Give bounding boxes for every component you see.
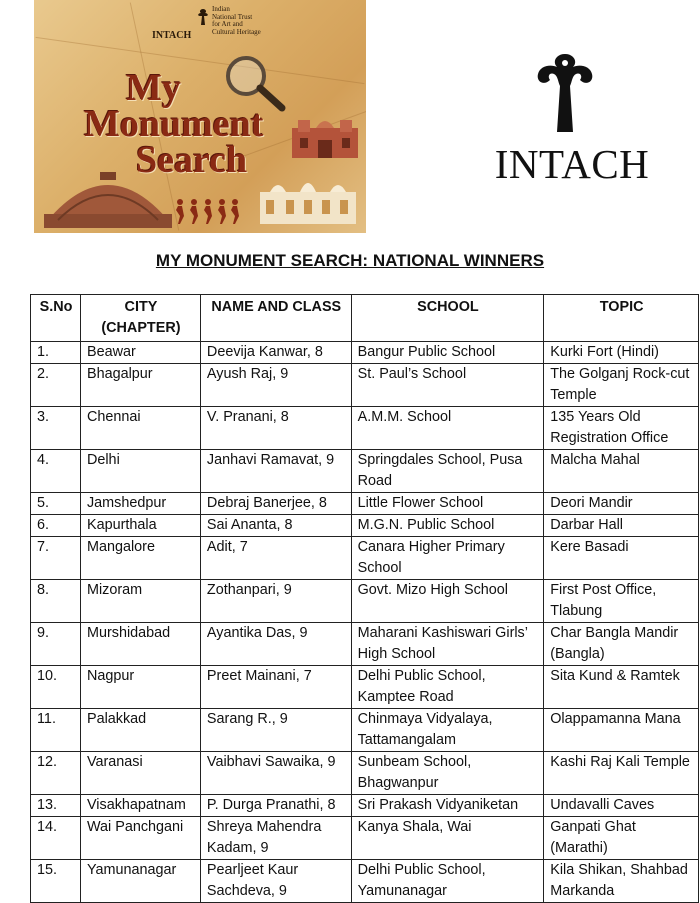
cell-topic: Sita Kund & Ramtek [544, 666, 699, 709]
table-body [31, 342, 699, 903]
cell-topic: Darbar Hall [544, 515, 699, 537]
table-row [31, 537, 699, 580]
cell-school: Chinmaya Vidyalaya, Tattamangalam [351, 709, 544, 752]
cell-sno: 6. [31, 515, 81, 537]
cell-topic: 135 Years Old Registration Office [544, 407, 699, 450]
table-row [31, 493, 699, 515]
cell-school: Delhi Public School, Kamptee Road [351, 666, 544, 709]
cell-name-class: Ayantika Das, 9 [200, 623, 351, 666]
column-header-sno: S.No [31, 295, 81, 342]
cell-topic: Kurki Fort (Hindi) [544, 342, 699, 364]
cell-sno: 14. [31, 817, 81, 860]
cell-school: Sunbeam School, Bhagwanpur [351, 752, 544, 795]
table-row [31, 709, 699, 752]
cell-school: Bangur Public School [351, 342, 544, 364]
intach-logo [494, 52, 650, 188]
cell-school: Govt. Mizo High School [351, 580, 544, 623]
cell-school: Little Flower School [351, 493, 544, 515]
poster-title-line2: Monument [84, 103, 264, 145]
table-row [31, 342, 699, 364]
cell-topic: Char Bangla Mandir (Bangla) [544, 623, 699, 666]
cell-city: Wai Panchgani [80, 817, 200, 860]
table-header-row [31, 295, 699, 342]
fort-illustration-icon [288, 110, 362, 160]
cell-name-class: V. Pranani, 8 [200, 407, 351, 450]
cell-name-class: P. Durga Pranathi, 8 [200, 795, 351, 817]
cell-city: Yamunanagar [80, 860, 200, 903]
table-row [31, 580, 699, 623]
poster-title-line1: My [126, 67, 181, 109]
cell-sno: 1. [31, 342, 81, 364]
cell-sno: 11. [31, 709, 81, 752]
table-row [31, 752, 699, 795]
cell-topic: Olappamanna Mana [544, 709, 699, 752]
cell-name-class: Zothanpari, 9 [200, 580, 351, 623]
cell-school: Delhi Public School, Yamunanagar [351, 860, 544, 903]
table-row [31, 450, 699, 493]
table-row [31, 364, 699, 407]
cell-sno: 9. [31, 623, 81, 666]
cell-topic: Kashi Raj Kali Temple [544, 752, 699, 795]
table-row [31, 860, 699, 903]
cell-sno: 12. [31, 752, 81, 795]
column-header-city: CITY (CHAPTER) [80, 295, 200, 342]
cell-city: Visakhapatnam [80, 795, 200, 817]
cell-name-class: Shreya Mahendra Kadam, 9 [200, 817, 351, 860]
cell-topic: First Post Office, Tlabung [544, 580, 699, 623]
cell-city: Nagpur [80, 666, 200, 709]
cell-name-class: Sai Ananta, 8 [200, 515, 351, 537]
cell-school: Sri Prakash Vidyaniketan [351, 795, 544, 817]
cell-city: Palakkad [80, 709, 200, 752]
column-header-topic: TOPIC [544, 295, 699, 342]
cell-topic: Undavalli Caves [544, 795, 699, 817]
intach-emblem-icon [530, 52, 600, 134]
table-row [31, 795, 699, 817]
cell-topic: Deori Mandir [544, 493, 699, 515]
cell-school: A.M.M. School [351, 407, 544, 450]
column-header-school: SCHOOL [351, 295, 544, 342]
cell-name-class: Janhavi Ramavat, 9 [200, 450, 351, 493]
cell-sno: 7. [31, 537, 81, 580]
cell-city: Varanasi [80, 752, 200, 795]
cell-sno: 3. [31, 407, 81, 450]
cell-sno: 15. [31, 860, 81, 903]
cell-topic: The Golganj Rock-cut Temple [544, 364, 699, 407]
cell-school: Springdales School, Pusa Road [351, 450, 544, 493]
intach-wordmark: INTACH [494, 141, 650, 187]
table-row [31, 817, 699, 860]
cell-name-class: Debraj Banerjee, 8 [200, 493, 351, 515]
cell-school: St. Paul’s School [351, 364, 544, 407]
winners-table [30, 294, 699, 903]
table-row [31, 407, 699, 450]
cell-school: Kanya Shala, Wai [351, 817, 544, 860]
cell-city: Mangalore [80, 537, 200, 580]
poster-org-short: INTACH [152, 30, 192, 41]
cell-sno: 10. [31, 666, 81, 709]
table-row [31, 666, 699, 709]
cell-name-class: Pearljeet Kaur Sachdeva, 9 [200, 860, 351, 903]
page-title: MY MONUMENT SEARCH: NATIONAL WINNERS [155, 251, 545, 270]
cell-name-class: Sarang R., 9 [200, 709, 351, 752]
cell-sno: 2. [31, 364, 81, 407]
cell-city: Mizoram [80, 580, 200, 623]
cell-topic: Malcha Mahal [544, 450, 699, 493]
cell-sno: 8. [31, 580, 81, 623]
cell-city: Delhi [80, 450, 200, 493]
table-row [31, 515, 699, 537]
cell-city: Chennai [80, 407, 200, 450]
cell-school: Maharani Kashiswari Girls’ High School [351, 623, 544, 666]
cell-name-class: Vaibhavi Sawaika, 9 [200, 752, 351, 795]
cell-topic: Kere Basadi [544, 537, 699, 580]
cell-city: Kapurthala [80, 515, 200, 537]
cell-city: Beawar [80, 342, 200, 364]
poster-title-line3: Search [136, 139, 248, 181]
cell-sno: 13. [31, 795, 81, 817]
cell-name-class: Deevija Kanwar, 8 [200, 342, 351, 364]
cell-topic: Ganpati Ghat (Marathi) [544, 817, 699, 860]
stupa-illustration-icon [38, 150, 178, 230]
intach-emblem-small-icon [196, 8, 210, 26]
cell-city: Murshidabad [80, 623, 200, 666]
palace-illustration-icon [256, 170, 360, 226]
cell-name-class: Ayush Raj, 9 [200, 364, 351, 407]
poster-org-full: Indian National Trust for Art and Cultural Heritage [212, 5, 261, 36]
column-header-name-class: NAME AND CLASS [200, 295, 351, 342]
table-row [31, 623, 699, 666]
children-running-icon [172, 196, 242, 226]
poster-image [34, 0, 366, 233]
cell-topic: Kila Shikan, Shahbad Markanda [544, 860, 699, 903]
cell-school: Canara Higher Primary School [351, 537, 544, 580]
cell-name-class: Preet Mainani, 7 [200, 666, 351, 709]
poster-logo [144, 6, 304, 40]
cell-school: M.G.N. Public School [351, 515, 544, 537]
cell-city: Bhagalpur [80, 364, 200, 407]
cell-sno: 4. [31, 450, 81, 493]
cell-name-class: Adit, 7 [200, 537, 351, 580]
cell-city: Jamshedpur [80, 493, 200, 515]
cell-sno: 5. [31, 493, 81, 515]
